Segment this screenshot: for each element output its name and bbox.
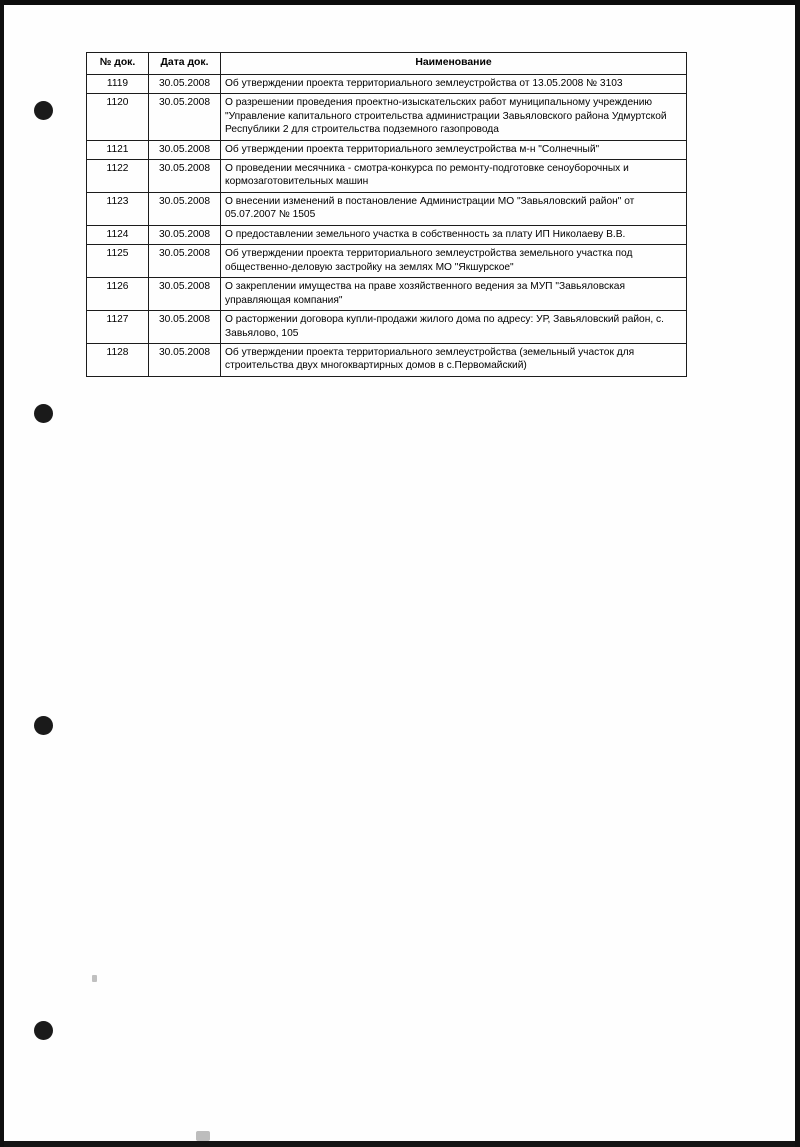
cell-name: О закреплении имущества на праве хозяйственного ведения за МУП "Завьяловская управляющая компания" — [221, 278, 687, 311]
cell-date: 30.05.2008 — [149, 343, 221, 376]
cell-date: 30.05.2008 — [149, 311, 221, 344]
cell-number: 1121 — [87, 140, 149, 159]
page-edge-bottom — [0, 1141, 800, 1147]
cell-number: 1127 — [87, 311, 149, 344]
hole-punch-mark — [34, 1021, 53, 1040]
page-edge-top — [0, 0, 800, 5]
cell-name: О предоставлении земельного участка в собственность за плату ИП Николаеву В.В. — [221, 225, 687, 244]
cell-name: Об утверждении проекта территориального землеустройства м-н "Солнечный" — [221, 140, 687, 159]
table-row — [87, 192, 687, 225]
cell-date: 30.05.2008 — [149, 74, 221, 93]
cell-number: 1123 — [87, 192, 149, 225]
cell-date: 30.05.2008 — [149, 94, 221, 140]
table-row — [87, 343, 687, 376]
column-header-date: Дата док. — [149, 53, 221, 75]
table-row — [87, 225, 687, 244]
cell-date: 30.05.2008 — [149, 140, 221, 159]
cell-name: О разрешении проведения проектно-изыскательских работ муниципальному учреждению "Управление капитального строительства администрации Завьяловского района Удмуртской Республики 2 для строительства подземного газопровода — [221, 94, 687, 140]
table-row — [87, 94, 687, 140]
cell-name: Об утверждении проекта территориального землеустройства (земельный участок для строительства двух многоквартирных домов в с.Первомайский) — [221, 343, 687, 376]
hole-punch-mark — [34, 716, 53, 735]
scan-artifact — [196, 1131, 210, 1141]
documents-table — [86, 52, 687, 377]
table-row — [87, 311, 687, 344]
hole-punch-mark — [34, 404, 53, 423]
cell-name: О проведении месячника - смотра-конкурса по ремонту-подготовке сеноуборочных и кормозаготовительных машин — [221, 160, 687, 193]
cell-date: 30.05.2008 — [149, 160, 221, 193]
cell-number: 1125 — [87, 245, 149, 278]
cell-number: 1119 — [87, 74, 149, 93]
table-row — [87, 245, 687, 278]
table-row — [87, 278, 687, 311]
cell-number: 1120 — [87, 94, 149, 140]
cell-name: Об утверждении проекта территориального землеустройства от 13.05.2008 № 3103 — [221, 74, 687, 93]
table-row — [87, 160, 687, 193]
cell-number: 1122 — [87, 160, 149, 193]
table-row — [87, 74, 687, 93]
cell-date: 30.05.2008 — [149, 225, 221, 244]
page-edge-right — [795, 0, 800, 1147]
table-row — [87, 140, 687, 159]
page-edge-left — [0, 0, 4, 1147]
cell-number: 1126 — [87, 278, 149, 311]
cell-date: 30.05.2008 — [149, 245, 221, 278]
cell-number: 1128 — [87, 343, 149, 376]
cell-date: 30.05.2008 — [149, 278, 221, 311]
cell-name: Об утверждении проекта территориального землеустройства земельного участка под общественно-деловую застройку на землях МО "Якшурское" — [221, 245, 687, 278]
cell-name: О расторжении договора купли-продажи жилого дома по адресу: УР, Завьяловский район, с. Завьялово, 105 — [221, 311, 687, 344]
cell-name: О внесении изменений в постановление Администрации МО "Завьяловский район" от 05.07.2007 № 1505 — [221, 192, 687, 225]
column-header-number: № док. — [87, 53, 149, 75]
column-header-name: Наименование — [221, 53, 687, 75]
hole-punch-mark — [34, 101, 53, 120]
cell-date: 30.05.2008 — [149, 192, 221, 225]
cell-number: 1124 — [87, 225, 149, 244]
table-header-row — [87, 53, 687, 75]
scan-artifact — [92, 975, 97, 982]
